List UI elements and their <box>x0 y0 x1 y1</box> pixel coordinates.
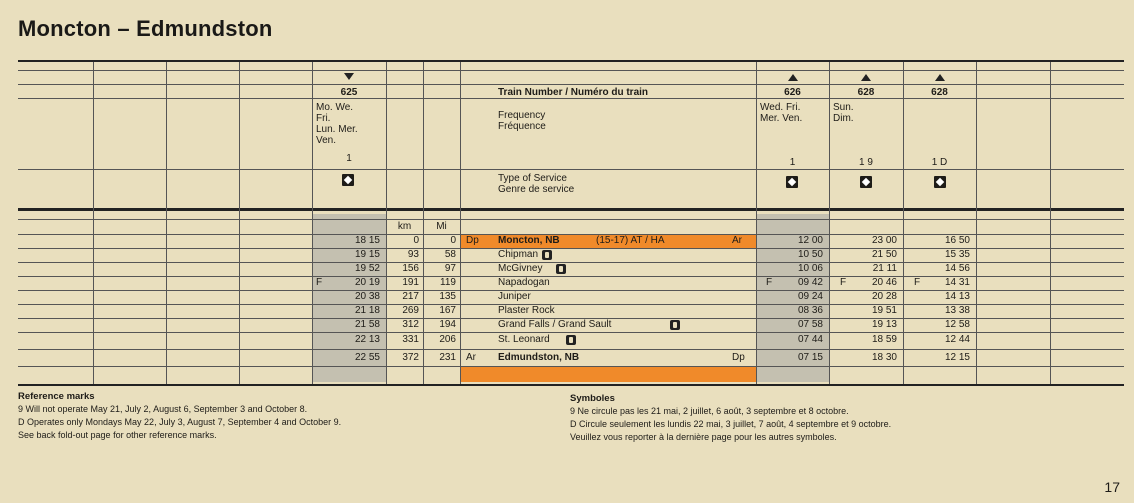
km-value: 331 <box>402 334 419 345</box>
ret-train-number: 628 <box>857 87 875 98</box>
ret-time: 19 13 <box>871 319 897 330</box>
station-name: Plaster Rock <box>498 305 555 316</box>
direction-down-icon <box>344 73 354 80</box>
ret-frequency: Sun. Dim. <box>833 102 854 124</box>
ret-time: 14 31 <box>944 277 970 288</box>
ret-time: 12 00 <box>797 235 823 246</box>
station-amenity-icon <box>670 320 680 330</box>
dep-time: 21 18 <box>354 305 380 316</box>
ret-train-number: 626 <box>784 87 801 98</box>
km-value: 156 <box>402 263 419 274</box>
dep-time: 20 38 <box>354 291 380 302</box>
ret-time: 09 42 <box>797 277 823 288</box>
dep-time: 20 19 <box>354 277 380 288</box>
station-name: McGivney <box>498 263 543 274</box>
dep-time: 22 55 <box>354 352 380 363</box>
ret-time: 16 50 <box>944 235 970 246</box>
ret-time: 23 00 <box>871 235 897 246</box>
station-name: Chipman <box>498 249 539 260</box>
dep-time: 19 15 <box>354 249 380 260</box>
direction-up-icon <box>788 74 798 81</box>
station-left-tag: Dp <box>466 235 479 246</box>
ret-train-number: 628 <box>931 87 948 98</box>
station-name: Juniper <box>498 291 531 302</box>
coach-service-icon <box>860 176 872 188</box>
station-name: Moncton, NB <box>498 235 560 246</box>
station-extra: (15-17) AT / HA <box>596 235 665 246</box>
station-amenity-icon <box>556 264 566 274</box>
mi-value: 97 <box>444 263 456 274</box>
train-number-label: Train Number / Numéro du train <box>498 87 649 98</box>
ret-time: 19 51 <box>871 305 897 316</box>
reference-marks-fr: Symboles 9 Ne circule pas les 21 mai, 2 juillet, 6 août, 3 septembre et 8 octobre. D Circule seulement les lundis 22 mai, 3 juillet, 7 août, 4 septembre et 9 octobre. Veuillez vous reporter à la dernière page pour les autres symboles. <box>570 393 892 442</box>
km-value: 372 <box>402 352 419 363</box>
ret-time: 08 36 <box>797 305 823 316</box>
time-flag: F <box>840 277 847 288</box>
ret-ref-mark: 1 <box>789 157 796 168</box>
mi-value: 119 <box>440 277 456 288</box>
dep-ref-mark: 1 <box>346 153 352 164</box>
destination-highlight <box>461 367 756 382</box>
ret-time: 13 38 <box>944 305 970 316</box>
mi-header: Mi <box>436 221 447 232</box>
mi-value: 167 <box>439 305 456 316</box>
ret-time: 21 50 <box>871 249 897 260</box>
ret-time: 15 35 <box>944 249 970 260</box>
station-name: St. Leonard <box>498 334 550 345</box>
ret-frequency: Wed. Fri. Mer. Ven. <box>760 102 803 124</box>
dep-time-flag: F <box>316 277 323 288</box>
station-left-tag: Ar <box>466 352 476 363</box>
timetable <box>18 60 1124 386</box>
dep-time: 21 58 <box>354 319 380 330</box>
mi-value: 206 <box>439 334 456 345</box>
station-amenity-icon <box>566 335 576 345</box>
ret-time: 18 30 <box>871 352 897 363</box>
km-value: 191 <box>402 277 419 288</box>
frequency-label: Frequency Fréquence <box>498 110 546 132</box>
dep-time: 18 15 <box>354 235 380 246</box>
dep-frequency: Mo. We. Fri. Lun. Mer. Ven. <box>316 102 358 146</box>
dep-time: 19 52 <box>354 263 380 274</box>
station-name: Grand Falls / Grand Sault <box>498 319 612 330</box>
ret-time: 18 59 <box>871 334 897 345</box>
ret-time: 20 28 <box>871 291 897 302</box>
mi-value: 194 <box>439 319 456 330</box>
station-amenity-icon <box>542 250 552 260</box>
ret-time: 07 44 <box>797 334 823 345</box>
ret-time: 10 06 <box>797 263 823 274</box>
ret-time: 12 58 <box>944 319 970 330</box>
time-flag: F <box>914 277 921 288</box>
coach-service-icon <box>786 176 798 188</box>
ret-time: 10 50 <box>797 249 823 260</box>
reference-marks-en: Reference marks 9 Will not operate May 21, July 2, August 6, September 3 and October 8. D Operates only Mondays May 22, July 3, August 7, September 4 and October 9. See back fold-out page for other reference marks. <box>18 391 342 440</box>
coach-service-icon <box>342 174 354 186</box>
ret-time: 20 46 <box>871 277 897 288</box>
ret-time: 21 11 <box>872 263 897 274</box>
station-name: Edmundston, NB <box>498 352 580 363</box>
km-value: 312 <box>402 319 419 330</box>
mi-value: 231 <box>439 352 456 363</box>
ret-time: 14 13 <box>944 291 970 302</box>
station-right-tag: Dp <box>732 352 745 363</box>
km-value: 217 <box>402 291 419 302</box>
mi-value: 58 <box>444 249 456 260</box>
ret-time: 09 24 <box>797 291 823 302</box>
page-title: Moncton – Edmundston <box>18 16 273 41</box>
km-value: 93 <box>407 249 419 260</box>
direction-up-icon <box>861 74 871 81</box>
page-number: 17 <box>1104 479 1120 495</box>
mi-value: 0 <box>450 235 456 246</box>
km-header: km <box>397 221 412 232</box>
coach-service-icon <box>934 176 946 188</box>
station-right-tag: Ar <box>732 235 742 246</box>
km-value: 269 <box>402 305 419 316</box>
ret-ref-mark: 1 D <box>931 157 948 168</box>
service-label: Type of Service Genre de service <box>498 173 575 195</box>
ret-time: 07 15 <box>797 352 823 363</box>
station-name: Napadogan <box>498 277 550 288</box>
dep-train-number: 625 <box>340 87 358 98</box>
direction-up-icon <box>935 74 945 81</box>
time-flag: F <box>766 277 773 288</box>
km-value: 0 <box>413 235 419 246</box>
ret-time: 12 44 <box>944 334 970 345</box>
ret-time: 12 15 <box>944 352 970 363</box>
mi-value: 135 <box>439 291 456 302</box>
dep-time: 22 13 <box>354 334 380 345</box>
ret-time: 07 58 <box>797 319 823 330</box>
ret-ref-mark: 1 9 <box>859 157 873 168</box>
ret-time: 14 56 <box>944 263 970 274</box>
